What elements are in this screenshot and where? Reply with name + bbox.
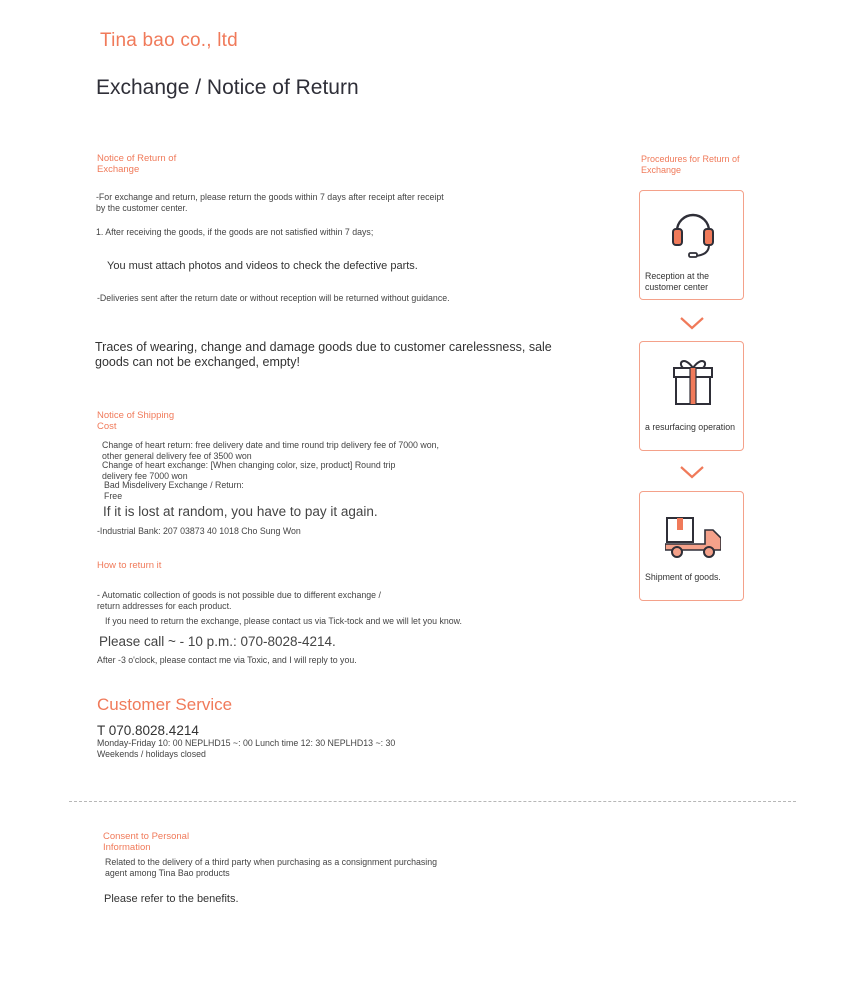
- customer-service-phone: T 070.8028.4214: [97, 723, 199, 738]
- shipping-item2a: Change of heart exchange: [When changing color, size, product] Round trip: [102, 460, 396, 470]
- consent-line2: Please refer to the benefits.: [104, 893, 239, 905]
- shipping-lost-notice: If it is lost at random, you have to pay it again.: [103, 504, 378, 519]
- consent-line1b: agent among Tina Bao products: [105, 868, 230, 878]
- service-hours-closed: Weekends / holidays closed: [97, 749, 206, 759]
- consent-line1: [105, 857, 505, 879]
- notice-return-line5a: Traces of wearing, change and damage goods due to customer carelessness, sale: [95, 340, 552, 354]
- notice-return-line2: 1. After receiving the goods, if the goods are not satisfied within 7 days;: [96, 227, 374, 237]
- service-hours-weekday: Monday-Friday 10: 00 NEPLHD15 ~: 00 Lunch time 12: 30 NEPLHD13 ~: 30: [97, 738, 396, 748]
- how-return-label: How to return it: [97, 560, 162, 571]
- bank-account: -Industrial Bank: 207 03873 40 1018 Cho Sung Won: [97, 526, 301, 536]
- delivery-truck-icon: [665, 504, 721, 560]
- shipping-label: Notice of Shipping Cost: [97, 410, 175, 432]
- shipping-item1: [102, 440, 502, 462]
- notice-return-line1: [96, 192, 516, 214]
- shipping-item2: [102, 460, 502, 482]
- procedure-step-2: [639, 341, 744, 451]
- how-return-line1b: return addresses for each product.: [97, 601, 232, 611]
- notice-return-label: Notice of Return of Exchange: [97, 153, 177, 175]
- section-divider: [69, 801, 796, 802]
- call-hours: Please call ~ - 10 p.m.: 070-8028-4214.: [99, 634, 336, 649]
- page-title: Exchange / Notice of Return: [96, 76, 359, 99]
- notice-return-line1a: -For exchange and return, please return the goods within 7 days after receipt after receipt: [96, 192, 444, 202]
- procedure-step-2-caption: a resurfacing operation: [645, 422, 735, 432]
- how-return-line1: [97, 590, 497, 612]
- shipping-item2b: delivery fee 7000 won: [102, 471, 188, 481]
- after-hours-note: After -3 o'clock, please contact me via Toxic, and I will reply to you.: [97, 655, 357, 665]
- notice-return-line5: [95, 340, 555, 370]
- notice-return-line3: You must attach photos and videos to check the defective parts.: [107, 260, 418, 272]
- notice-return-line5b: goods can not be exchanged, empty!: [95, 355, 301, 369]
- procedure-step-3: [639, 491, 744, 601]
- consent-label: Consent to Personal Information: [103, 831, 190, 853]
- how-return-line1a: - Automatic collection of goods is not possible due to different exchange /: [97, 590, 381, 600]
- procedures-title: Procedures for Return of Exchange: [641, 154, 740, 175]
- notice-return-line1b: by the customer center.: [96, 203, 188, 213]
- company-name: Tina bao co., ltd: [100, 30, 238, 51]
- gift-icon: [665, 354, 721, 410]
- service-hours: [97, 738, 517, 760]
- consent-line1a: Related to the delivery of a third party when purchasing as a consignment purchasing: [105, 857, 438, 867]
- shipping-item1a: Change of heart return: free delivery date and time round trip delivery fee of 7000 won,: [102, 440, 439, 450]
- procedure-step-1: [639, 190, 744, 300]
- shipping-item3b: Free: [104, 491, 123, 501]
- customer-service-title: Customer Service: [97, 695, 233, 714]
- chevron-down-icon: [679, 465, 705, 479]
- headset-icon: [665, 203, 721, 259]
- chevron-down-icon: [679, 316, 705, 330]
- shipping-item3a: Bad Misdelivery Exchange / Return:: [104, 480, 244, 490]
- how-return-line2: If you need to return the exchange, please contact us via Tick-tock and we will let you know.: [105, 616, 462, 626]
- procedure-step-1-caption: Reception at the customer center: [645, 271, 710, 292]
- shipping-item3: [104, 480, 504, 502]
- notice-return-line4: -Deliveries sent after the return date or without reception will be returned without guidance.: [97, 293, 450, 303]
- shipping-item1b: other general delivery fee of 3500 won: [102, 451, 252, 461]
- procedure-step-3-caption: Shipment of goods.: [645, 572, 721, 582]
